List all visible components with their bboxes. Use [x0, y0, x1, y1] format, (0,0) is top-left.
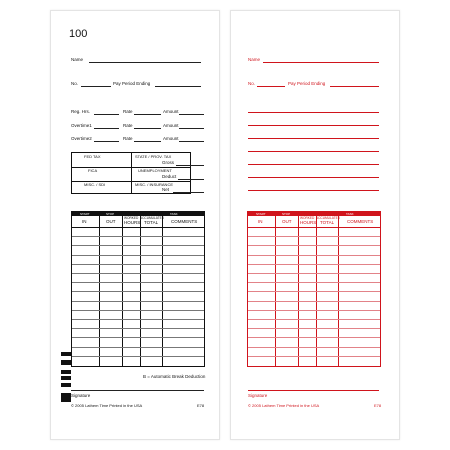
ot1-amount-line — [179, 128, 204, 129]
table-row — [72, 319, 204, 320]
grid-header-rule — [72, 227, 204, 228]
reg-hrs-label: Reg. Hrs. — [71, 109, 91, 114]
time-grid — [71, 211, 205, 367]
comments-label: COMMENTS — [347, 219, 374, 224]
misc-sdi-label: MISC. / SDI — [84, 182, 106, 187]
ot1-amount-label: Amount — [163, 123, 179, 128]
time-card-front — [50, 10, 220, 440]
deduct-line — [178, 179, 204, 180]
table-row — [72, 273, 204, 274]
table-row — [72, 328, 204, 329]
ot1-rate-label: Rate — [123, 123, 133, 128]
fica-label: FICA — [88, 168, 98, 173]
start-label: START — [256, 211, 266, 216]
table-row — [248, 310, 380, 311]
table-row — [72, 301, 204, 302]
ot2-rate-line — [134, 141, 161, 142]
note-line — [248, 177, 379, 178]
accumulated-label: ACCUMULATED — [316, 216, 341, 220]
no-line — [81, 86, 111, 87]
gross-line — [176, 165, 204, 166]
in-label: IN — [258, 219, 263, 224]
stop-label: STOP — [106, 211, 115, 216]
unemployment-label: UNEMPLOYMENT — [138, 168, 172, 173]
reg-rate-line — [134, 114, 161, 115]
table-row — [248, 291, 380, 292]
misc-insurance-label: MISC. / INSURANCE — [135, 182, 174, 187]
task-label: TASK — [170, 211, 178, 216]
gross-label: Gross — [162, 160, 175, 165]
reg-hrs-line — [94, 114, 119, 115]
copyright-text: © 2005 Lathem Time Printed in the USA — [248, 403, 320, 408]
overtime2-line — [94, 141, 119, 142]
form-code: E78 — [197, 403, 205, 408]
worked-label: WORKED — [124, 216, 139, 220]
card-number: 100 — [69, 28, 88, 40]
task-label: TASK — [346, 211, 354, 216]
note-line — [248, 125, 379, 126]
name-label: Name — [71, 57, 84, 62]
table-row — [248, 264, 380, 265]
grid-header-bar — [72, 212, 204, 216]
table-row — [72, 236, 204, 237]
out-label: OUT — [106, 219, 116, 224]
clock-mark — [61, 393, 71, 402]
table-row — [72, 347, 204, 348]
net-label: Net — [162, 187, 170, 192]
table-row — [72, 255, 204, 256]
note-line — [248, 112, 379, 113]
time-card-back — [230, 10, 400, 440]
name-line — [263, 62, 379, 63]
note-line — [248, 151, 379, 152]
ot2-rate-label: Rate — [123, 136, 133, 141]
grid-header-rule — [248, 227, 380, 228]
time-grid — [247, 211, 381, 367]
grid-header-bar — [248, 212, 380, 216]
tax-box — [71, 152, 191, 194]
note-line — [248, 190, 379, 191]
table-row — [248, 347, 380, 348]
table-row — [248, 273, 380, 274]
clock-mark — [61, 360, 71, 365]
accumulated-label: ACCUMULATED — [140, 216, 165, 220]
worked-label: WORKED — [300, 216, 315, 220]
ot2-amount-label: Amount — [163, 136, 179, 141]
pay-period-label: Pay Period Ending — [288, 81, 326, 86]
name-line — [89, 62, 201, 63]
note-line — [248, 138, 379, 139]
clock-mark — [61, 352, 71, 356]
signature-line — [248, 390, 379, 391]
overtime1-label: Overtime1 — [71, 123, 92, 128]
clock-mark — [61, 383, 71, 387]
pay-period-line — [155, 86, 201, 87]
state-tax-label: STATE / PROV. TAX — [135, 154, 172, 159]
table-row — [72, 337, 204, 338]
table-row — [72, 310, 204, 311]
ot1-rate-line — [134, 128, 161, 129]
table-row — [72, 356, 204, 357]
pay-period-label: Pay Period Ending — [113, 81, 151, 86]
table-row — [72, 264, 204, 265]
table-row — [248, 319, 380, 320]
clock-mark — [61, 370, 71, 374]
break-legend: B = Automatic Break Deduction — [143, 374, 206, 379]
signature-label: Signature — [71, 393, 91, 398]
fed-tax-label: FED TAX — [84, 154, 101, 159]
table-row — [248, 328, 380, 329]
start-label: START — [80, 211, 90, 216]
table-row — [248, 282, 380, 283]
signature-label: Signature — [248, 393, 268, 398]
clock-mark — [61, 376, 71, 380]
table-row — [248, 236, 380, 237]
out-label: OUT — [282, 219, 292, 224]
reg-amount-label: Amount — [163, 109, 179, 114]
pay-period-line — [330, 86, 379, 87]
table-row — [248, 255, 380, 256]
hours-label: HOURS — [124, 220, 141, 225]
table-row — [72, 291, 204, 292]
reg-rate-label: Rate — [123, 109, 133, 114]
ot2-amount-line — [179, 141, 204, 142]
total-label: TOTAL — [320, 220, 335, 225]
copyright-text: © 2005 Lathem Time Printed in the USA — [71, 403, 143, 408]
deduct-label: Deduct — [162, 174, 177, 179]
table-row — [248, 356, 380, 357]
no-line — [257, 86, 285, 87]
overtime1-line — [94, 128, 119, 129]
comments-label: COMMENTS — [171, 219, 198, 224]
table-row — [72, 282, 204, 283]
reg-amount-line — [179, 114, 204, 115]
stop-label: STOP — [282, 211, 291, 216]
total-label: TOTAL — [144, 220, 159, 225]
table-row — [72, 245, 204, 246]
note-line — [248, 164, 379, 165]
hours-label: HOURS — [300, 220, 317, 225]
overtime2-label: Overtime2 — [71, 136, 92, 141]
table-row — [248, 245, 380, 246]
table-row — [248, 301, 380, 302]
signature-line — [71, 390, 204, 391]
no-label: No. — [248, 81, 256, 86]
table-row — [248, 337, 380, 338]
form-code: E78 — [374, 403, 382, 408]
no-label: No. — [71, 81, 79, 86]
in-label: IN — [82, 219, 87, 224]
net-line — [173, 192, 204, 193]
name-label: Name — [248, 57, 261, 62]
